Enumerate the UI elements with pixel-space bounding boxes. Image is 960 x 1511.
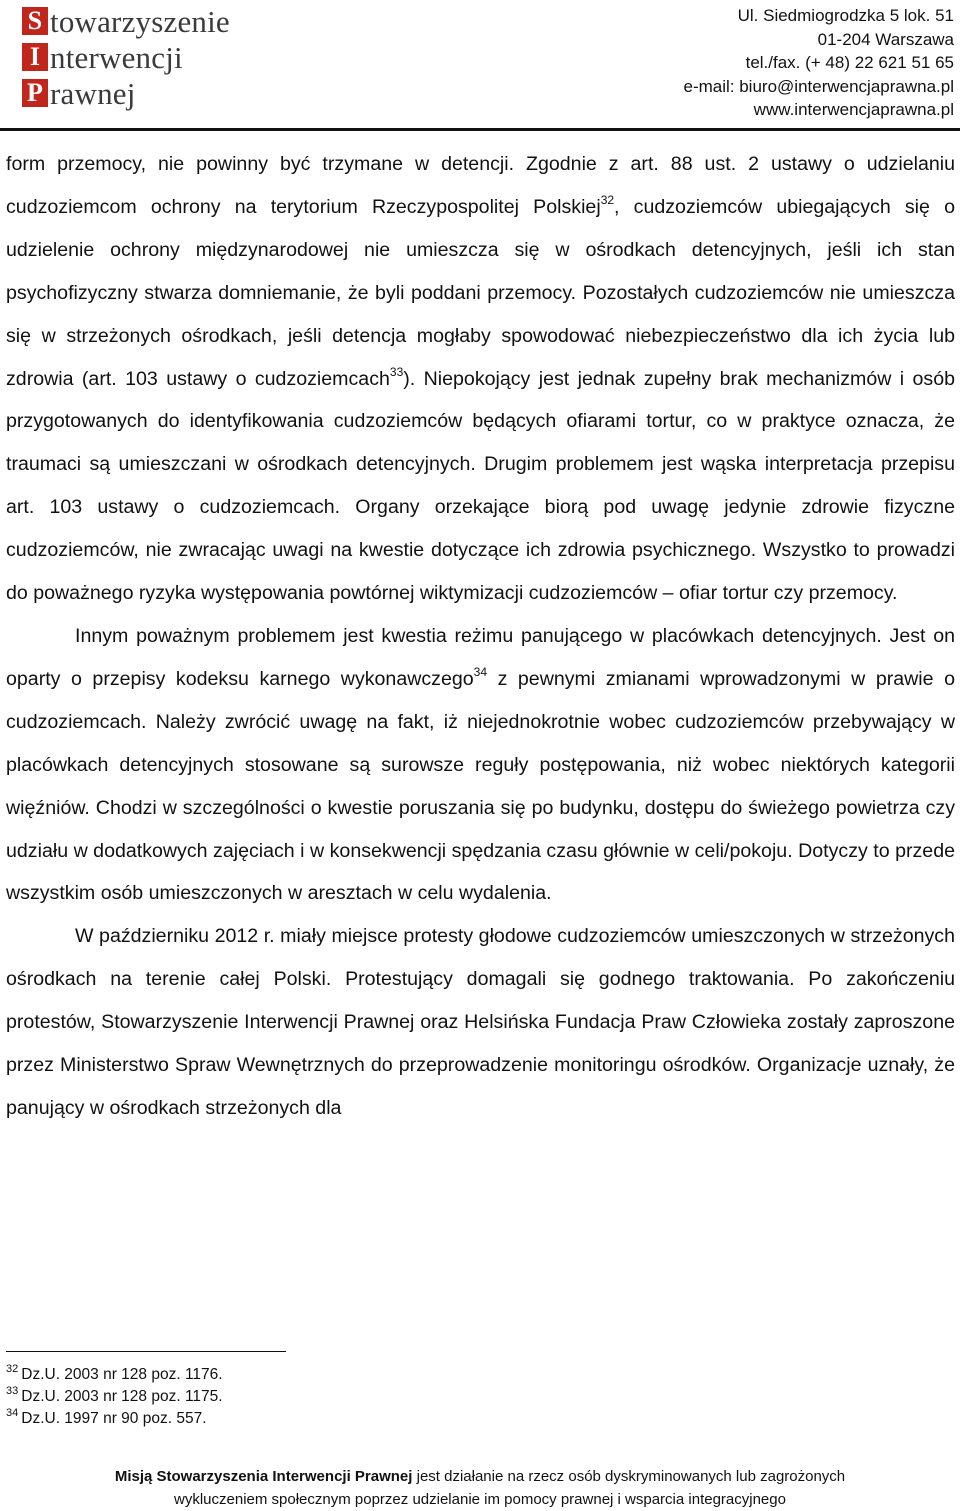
footnote-text: Dz.U. 2003 nr 128 poz. 1175.: [21, 1388, 223, 1405]
footnote-number: 34: [6, 1407, 19, 1419]
logo-line-2: [22, 40, 322, 76]
footnote-number: 32: [6, 1363, 19, 1375]
paragraph-1: [6, 143, 955, 615]
contact-city: 01-204 Warszawa: [817, 29, 954, 49]
paragraph-1-part-b: , cudzoziemców ubiegających się o udzielenie ochrony międzynarodowej nie umieszcza się w ośrodkach detencyjnych, jeśli ich stan psychofizyczny stwarza domniemanie, że byli poddani przemocy. Pozostałych cudzoziemców nie umieszcza się w strzeżonych ośrodkach, jeśli detencja mogłaby spowodować niebezpieczeństwo dla ich życia lub zdrowia (art. 103 ustawy o cudzoziemcach: [6, 195, 956, 390]
contact-address: Ul. Siedmiogrodzka 5 lok. 51: [737, 6, 954, 25]
logo-initial-i: I: [22, 43, 48, 71]
contact-phone: tel./fax. (+ 48) 22 621 51 65: [745, 53, 954, 72]
organization-logo: [22, 4, 322, 112]
footnotes: [6, 1364, 223, 1430]
footnote-separator: [6, 1351, 286, 1352]
footnote-number: 33: [6, 1385, 19, 1397]
logo-word-1: towarzyszenie: [50, 4, 230, 39]
footer-mission-text: jest działanie na rzecz osób dyskryminowanych lub zagrożonych: [412, 1468, 846, 1485]
paragraph-3: W październiku 2012 r. miały miejsce protesty głodowe cudzoziemców umieszczonych w strzeżonych ośrodkach na terenie całej Polski. Protestujący domagali się godnego traktowania. Po zakończeniu protestów, Stowarzyszenie Interwencji Prawnej oraz Helsińska Fundacja Praw Człowieka zostały zaproszone przez Ministerstwo Spraw Wewnętrznych do przeprowadzenie monitoringu ośrodków. Organizacje uznały, że panujący w ośrodkach strzeżonych dla: [6, 925, 955, 1119]
footnote-ref-32[interactable]: 32: [600, 192, 615, 207]
contact-website[interactable]: www.interwencjaprawna.pl: [753, 100, 954, 119]
page-header: [0, 0, 960, 130]
contact-block: [684, 4, 955, 122]
footnote-ref-34[interactable]: 34: [473, 664, 488, 679]
logo-line-1: [22, 4, 322, 40]
paragraph-2-part-b: z pewnymi zmianami wprowadzonymi w prawie o cudzoziemcach. Należy zwrócić uwagę na fakt, iż niejednokrotnie wobec cudzoziemców przebywający w placówkach detencyjnych stosowane są surowsze reguły postępowania, niż wobec niektórych kategorii więźniów. Chodzi w szczególności o kwestie poruszania się po budynku, dostępu do świeżego powietrza czy udziału w dodatkowych zajęciach i w konsekwencji spędzania czasu głównie w celi/pokoju. Dotyczy to przede wszystkim osób umieszczonych w aresztach w celu wydalenia.: [6, 667, 955, 905]
footnote-ref-33[interactable]: 33: [389, 364, 404, 379]
footnote-text: Dz.U. 1997 nr 90 poz. 557.: [21, 1410, 207, 1427]
logo-line-3: [22, 76, 322, 112]
footer-mission-label: Misją Stowarzyszenia Interwencji Prawnej: [114, 1468, 413, 1485]
document-body: [6, 143, 955, 1130]
paragraph-1-part-a: form przemocy, nie powinny być trzymane w detencji. Zgodnie z art. 88 ust. 2 ustawy o udzielaniu cudzoziemcom ochrony na terytorium Rzeczypospolitej Polskiej: [6, 153, 955, 218]
logo-initial-p: P: [22, 79, 48, 107]
header-divider: [0, 128, 960, 131]
footnote-item: [6, 1408, 223, 1430]
footer-line-1: [0, 1465, 960, 1488]
footer-line-2: wykluczeniem społecznym poprzez udzielanie im pomocy prawnej i wsparcia integracyjnego: [174, 1491, 786, 1508]
logo-initial-s: S: [22, 7, 48, 35]
logo-word-3: rawnej: [50, 76, 136, 111]
footnote-item: [6, 1364, 223, 1386]
footnote-text: Dz.U. 2003 nr 128 poz. 1176.: [21, 1366, 223, 1383]
paragraph-2-part-a: Innym poważnym problemem jest kwestia reżimu panującego w placówkach detencyjnych. Jest on oparty o przepisy kodeksu karnego wykonawczego: [6, 624, 955, 690]
page-footer: [0, 1465, 960, 1511]
paragraph-2: [6, 615, 955, 915]
logo-word-2: nterwencji: [50, 40, 183, 75]
paragraph-1-part-c: ). Niepokojący jest jednak zupełny brak mechanizmów i osób przygotowanych do identyfikowania cudzoziemców będących ofiarami tortur, co w praktyce oznacza, że traumaci są umieszczani w ośrodkach detencyjnych. Drugim problemem jest wąska interpretacja przepisu art. 103 ustawy o cudzoziemcach. Organy orzekające biorą pod uwagę jedynie zdrowie fizyczne cudzoziemców, nie zwracając uwagi na kwestie dotyczące ich zdrowia psychicznego. Wszystko to prowadzi do poważnego ryzyka występowania powtórnej wiktymizacji cudzoziemców – ofiar tortur czy przemocy.: [6, 367, 956, 605]
contact-email[interactable]: e-mail: biuro@interwencjaprawna.pl: [683, 76, 954, 96]
footnote-item: [6, 1386, 223, 1408]
